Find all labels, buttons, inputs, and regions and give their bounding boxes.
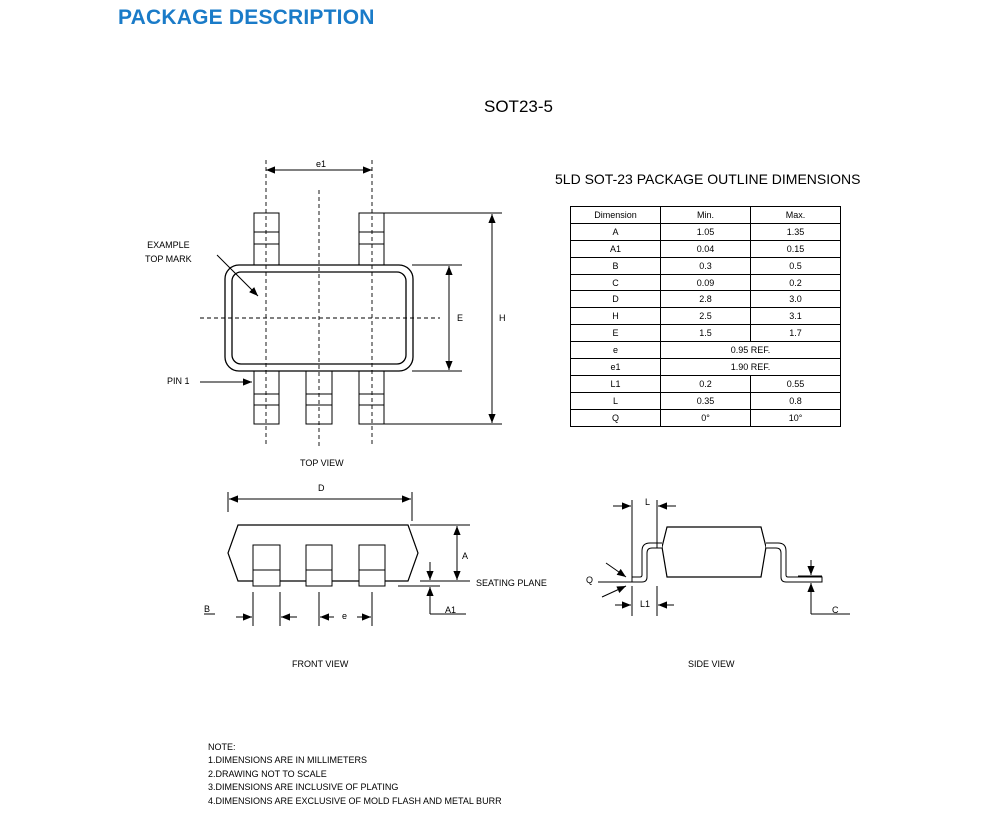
- dimension-cell: Q: [571, 409, 661, 426]
- dimension-cell: D: [571, 291, 661, 308]
- max-value-cell: 0.2: [751, 274, 841, 291]
- A1-label: A1: [445, 605, 457, 615]
- min-value-cell: 0.35: [661, 392, 751, 409]
- front-view-caption: FRONT VIEW: [292, 659, 349, 669]
- max-value-cell: 1.7: [751, 325, 841, 342]
- side-view-caption: SIDE VIEW: [688, 659, 735, 669]
- max-value-cell: 3.1: [751, 308, 841, 325]
- dimension-cell: B: [571, 257, 661, 274]
- min-value-cell: 0.04: [661, 240, 751, 257]
- top-view-caption: TOP VIEW: [300, 458, 344, 468]
- note-line: 1.DIMENSIONS ARE IN MILLIMETERS: [208, 755, 368, 766]
- top-view: [200, 160, 502, 446]
- dimension-cell: L: [571, 392, 661, 409]
- min-value-cell: 1.5: [661, 325, 751, 342]
- page-title: PACKAGE DESCRIPTION: [118, 6, 375, 29]
- dimension-cell: e1: [571, 359, 661, 376]
- ref-value-cell: 1.90 REF.: [661, 359, 841, 376]
- H-label: H: [499, 313, 506, 323]
- seating-plane-label: SEATING PLANE: [476, 578, 547, 588]
- min-value-cell: 2.8: [661, 291, 751, 308]
- min-value-cell: 0.2: [661, 375, 751, 392]
- dimension-cell: A1: [571, 240, 661, 257]
- max-value-cell: 0.55: [751, 375, 841, 392]
- max-value-cell: 0.15: [751, 240, 841, 257]
- note-line: NOTE:: [208, 742, 236, 752]
- dimension-cell: A: [571, 223, 661, 240]
- B-label: B: [204, 604, 211, 614]
- table-header-cell: Dimension: [571, 207, 661, 224]
- notes: [208, 741, 502, 808]
- top-lead-left: [254, 213, 279, 266]
- min-value-cell: 0°: [661, 409, 751, 426]
- pin1-label: PIN 1: [167, 376, 190, 386]
- note-line: 3.DIMENSIONS ARE INCLUSIVE OF PLATING: [208, 782, 399, 793]
- e1-label: e1: [316, 159, 327, 169]
- dimension-cell: E: [571, 325, 661, 342]
- min-value-cell: 0.09: [661, 274, 751, 291]
- dimension-cell: H: [571, 308, 661, 325]
- bottom-lead-1: [254, 370, 279, 424]
- note-line: 4.DIMENSIONS ARE EXCLUSIVE OF MOLD FLASH AND METAL BURR: [208, 795, 502, 806]
- dimension-cell: L1: [571, 375, 661, 392]
- max-value-cell: 10°: [751, 409, 841, 426]
- side-body: [662, 527, 766, 577]
- Q-label: Q: [586, 575, 594, 585]
- max-value-cell: 3.0: [751, 291, 841, 308]
- min-value-cell: 0.3: [661, 257, 751, 274]
- max-value-cell: 1.35: [751, 223, 841, 240]
- D-label: D: [318, 483, 325, 493]
- min-value-cell: 2.5: [661, 308, 751, 325]
- min-value-cell: 1.05: [661, 223, 751, 240]
- package-name: SOT23-5: [484, 97, 553, 116]
- note-line: 2.DRAWING NOT TO SCALE: [208, 768, 327, 779]
- top-lead-right: [359, 213, 384, 266]
- e-label: e: [342, 611, 348, 621]
- side-view: [598, 500, 850, 616]
- table-header-cell: Min.: [661, 207, 751, 224]
- A-label: A: [462, 551, 469, 561]
- dimension-table-title: 5LD SOT-23 PACKAGE OUTLINE DIMENSIONS: [555, 171, 861, 187]
- C-label: C: [832, 605, 839, 615]
- L-label: L: [645, 497, 651, 507]
- E-label: E: [457, 313, 464, 323]
- max-value-cell: 0.5: [751, 257, 841, 274]
- max-value-cell: 0.8: [751, 392, 841, 409]
- dimension-cell: C: [571, 274, 661, 291]
- ref-value-cell: 0.95 REF.: [661, 342, 841, 359]
- front-view: [204, 492, 470, 626]
- table-header-cell: Max.: [751, 207, 841, 224]
- L1-label: L1: [640, 599, 651, 609]
- dimension-cell: e: [571, 342, 661, 359]
- example-top-mark-label: EXAMPLE TOP MARK: [145, 240, 192, 264]
- bottom-lead-3: [359, 370, 384, 424]
